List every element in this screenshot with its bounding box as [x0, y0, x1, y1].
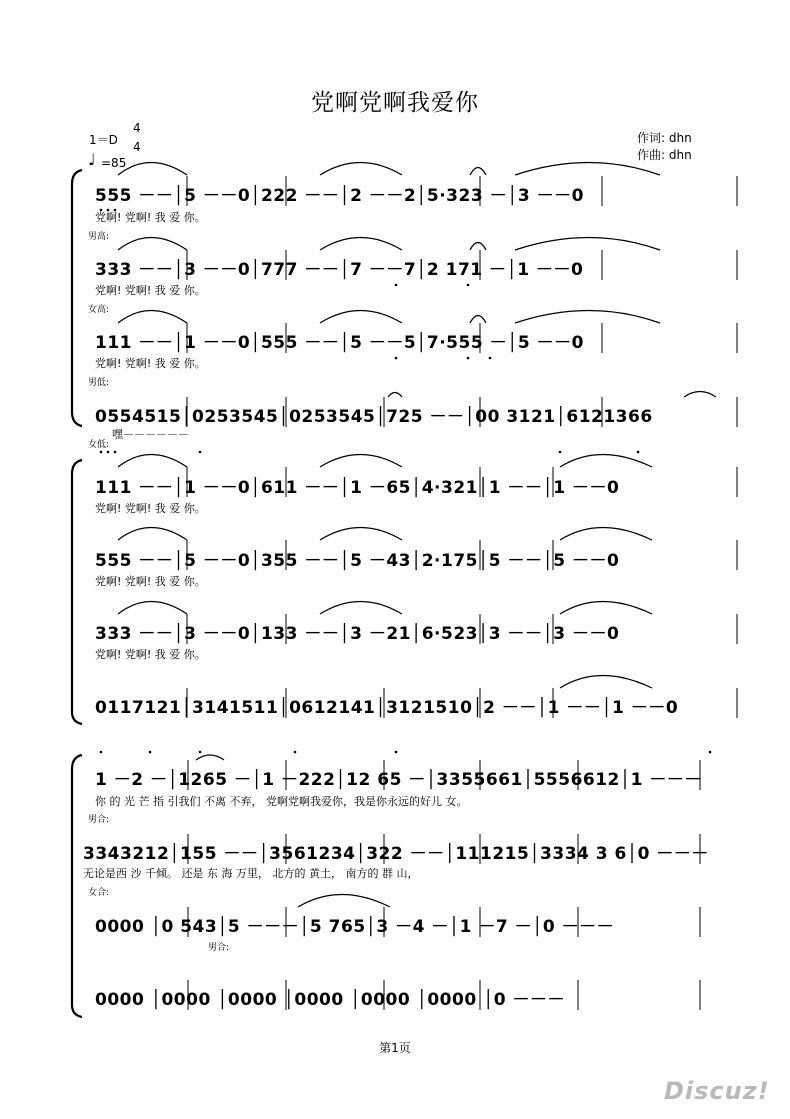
s2-staff2-notes: 555 －－│5 －－0│355 －－│5 －43│2·175│5 －－│5 －－0 [95, 551, 620, 571]
quarter-note-icon: ♩ [88, 150, 96, 169]
tempo-marking: =85 [101, 156, 127, 170]
s3-staff2-notes: 3343212│155 －－│3561234│322 －－│111215│3334 3 6│0 －－－ [83, 844, 709, 864]
s2-staff2-lyrics: 党啊! 党啊! 我 爱 你。 [95, 575, 206, 588]
s1-staff1-notes: 555 －－│5 －－0│222 －－│2 －－2│5·323 －│3 －－0 [95, 186, 584, 206]
s1-staff4-notes: 0554515│0253545│0253545│725 －－│00 3121│6121366 [95, 407, 653, 427]
s2-staff1-lyrics: 党啊! 党啊! 我 爱 你。 [95, 502, 206, 515]
s1-staff3-voice-label: 男低: [88, 378, 110, 388]
s1-staff4-lyrics: 嘿－－－－－－ [112, 428, 189, 441]
s2-staff3-notes: 333 －－│3 －－0│133 －－│3 －21│6·523│3 －－│3 －－0 [95, 624, 620, 644]
s1-staff1-lyrics: 党啊! 党啊! 我 爱 你。 [95, 211, 206, 224]
s2-staff3-lyrics: 党啊! 党啊! 我 爱 你。 [95, 648, 206, 661]
s1-staff3-lyrics: 党啊! 党啊! 我 爱 你。 [95, 357, 206, 370]
s3-staff1-voice-label: 男合: [88, 815, 110, 825]
s3-staff3-notes: 0000 │0 543│5 －－－│5 765│3 －4 －│1 －7 －│0 －－－ [95, 917, 615, 937]
watermark-logo: Discuz! [664, 1077, 770, 1105]
lyricist: 作词: dhn [637, 131, 692, 145]
s2-staff1-notes: 111 －－│1 －－0│611 －－│1 －65│4·321│1 －－│1 －－0 [95, 478, 620, 498]
s1-staff1-voice-label: 男高: [88, 232, 110, 242]
s3-staff3-voice-label: 男合: [208, 943, 230, 953]
s3-staff2-lyrics: 无论是西 沙 千倾。 还是 东 海 万里， 北方的 黄土， 南方的 群 山， [83, 867, 419, 880]
time-signature-bottom: 4 [133, 140, 141, 154]
page-number: 第1页 [379, 1041, 411, 1055]
s2-staff4-notes: 0117121│3141511│0612141│3121510│2 －－│1 －－│1 －－0 [95, 698, 679, 718]
composer: 作曲: dhn [637, 148, 692, 162]
s1-staff2-lyrics: 党啊! 党啊! 我 爱 你。 [95, 284, 206, 297]
s3-staff2-voice-label: 女合: [88, 888, 110, 898]
key-signature: 1＝D [89, 133, 118, 147]
s1-staff2-notes: 333 －－│3 －－0│777 －－│7 －－7│2 171 －│1 －－0 [95, 260, 584, 280]
s1-staff3-notes: 111 －－│1 －－0│555 －－│5 －－5│7·555 －│5 －－0 [95, 333, 584, 353]
s1-staff4-voice-label: 女低: [88, 440, 110, 450]
s3-staff1-notes: 1 －2 －│1265 －│1 －222│12 65 －│3355661│5556612│1 －－－ [95, 770, 702, 790]
s1-staff2-voice-label: 女高: [88, 305, 110, 315]
time-signature-top: 4 [133, 121, 141, 135]
song-title: 党啊党啊我爱你 [311, 90, 479, 116]
s3-staff4-notes: 0000 │0000 │0000 │0000 │0000 │0000 │0 －－－ [95, 990, 566, 1010]
s3-staff1-lyrics: 你 的 光 芒 指 引我们 不离 不弃， 党啊党啊我爱你，我是你永远的好儿 女。 [95, 795, 468, 808]
